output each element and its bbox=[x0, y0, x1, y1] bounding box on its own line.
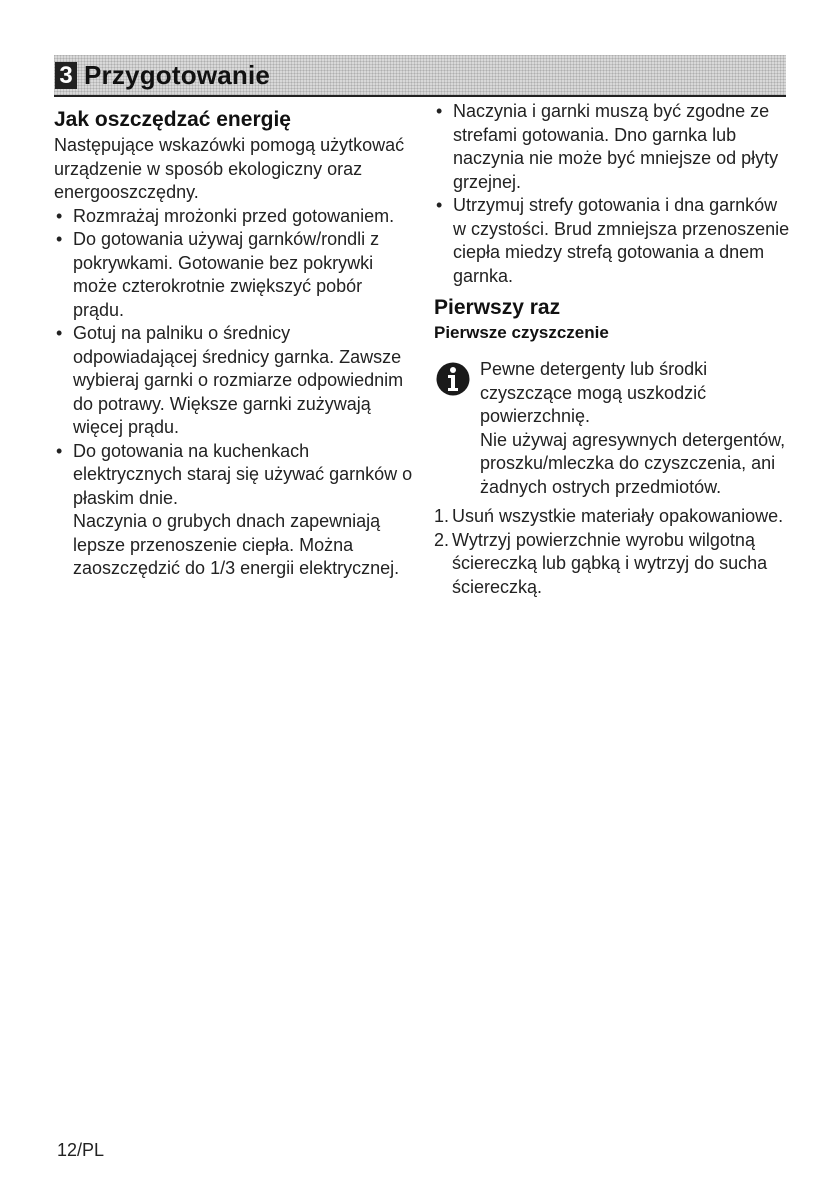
energy-intro: Następujące wskazówki pomogą użytkować urządzenie w sposób ekologiczny oraz energooszczędny. bbox=[54, 135, 405, 202]
list-item: • Do gotowania używaj garnków/rondli z pokrywkami. Gotowanie bez pokrywki może czterokrotnie zwiększyć pobór prądu. bbox=[54, 228, 414, 322]
step-text: Wytrzyj powierzchnie wyrobu wilgotną ściereczką lub gąbką i wytrzyj do sucha ściereczką. bbox=[452, 529, 768, 597]
list-item: • Rozmrażaj mrożonki przed gotowaniem. bbox=[54, 205, 414, 229]
first-cleaning-subheading: Pierwsze czyszczenie bbox=[434, 323, 609, 342]
list-item: • Gotuj na palniku o średnicy odpowiadającej średnicy garnka. Zawsze wybieraj garnki o rozmiarze odpowiednim do potrawy. Większe garnki zużywają więcej prądu. bbox=[54, 322, 414, 440]
list-item-text: Do gotowania na kuchenkach elektrycznych staraj się używać garnków o płaskim dnie. bbox=[73, 440, 413, 508]
list-item bbox=[54, 440, 414, 581]
first-use-heading: Pierwszy raz bbox=[434, 296, 561, 319]
info-note bbox=[434, 358, 794, 499]
chapter-number-badge: 3 bbox=[55, 62, 77, 89]
energy-tips-list bbox=[54, 205, 414, 581]
info-icon bbox=[436, 362, 470, 396]
step-text: Usuń wszystkie materiały opakowaniowe. bbox=[452, 506, 784, 526]
list-item-extra: Naczynia o grubych dnach zapewniają lepsze przenoszenie ciepła. Można zaoszczędzić do 1/3 energii elektrycznej. bbox=[73, 511, 400, 578]
energy-saving-heading: Jak oszczędzać energię bbox=[54, 108, 291, 131]
chapter-title: Przygotowanie bbox=[84, 60, 271, 90]
left-column bbox=[54, 106, 414, 581]
note-warning: Pewne detergenty lub środki czyszczące mogą uszkodzić powierzchnię. bbox=[480, 359, 708, 426]
list-item bbox=[434, 505, 794, 529]
cleaning-steps bbox=[434, 505, 794, 599]
list-item: • Naczynia i garnki muszą być zgodne ze strefami gotowania. Dno garnka lub naczynia nie może być mniejsze od płyty grzejnej. bbox=[434, 100, 794, 194]
list-item: • Utrzymuj strefy gotowania i dna garnków w czystości. Brud zmniejsza przenoszenie ciepła miedzy strefą gotowania a dnem garnka. bbox=[434, 194, 794, 288]
chapter-header bbox=[54, 55, 786, 97]
list-item bbox=[434, 529, 794, 600]
step-number: 1. bbox=[434, 506, 450, 526]
page-number: 12/PL bbox=[57, 1140, 105, 1160]
note-instruction: Nie używaj agresywnych detergentów, proszku/mleczka do czyszczenia, ani żadnych ostrych przedmiotów. bbox=[480, 429, 786, 497]
cookware-tips-list bbox=[434, 100, 794, 288]
right-column bbox=[434, 100, 794, 599]
step-number: 2. bbox=[434, 529, 450, 550]
